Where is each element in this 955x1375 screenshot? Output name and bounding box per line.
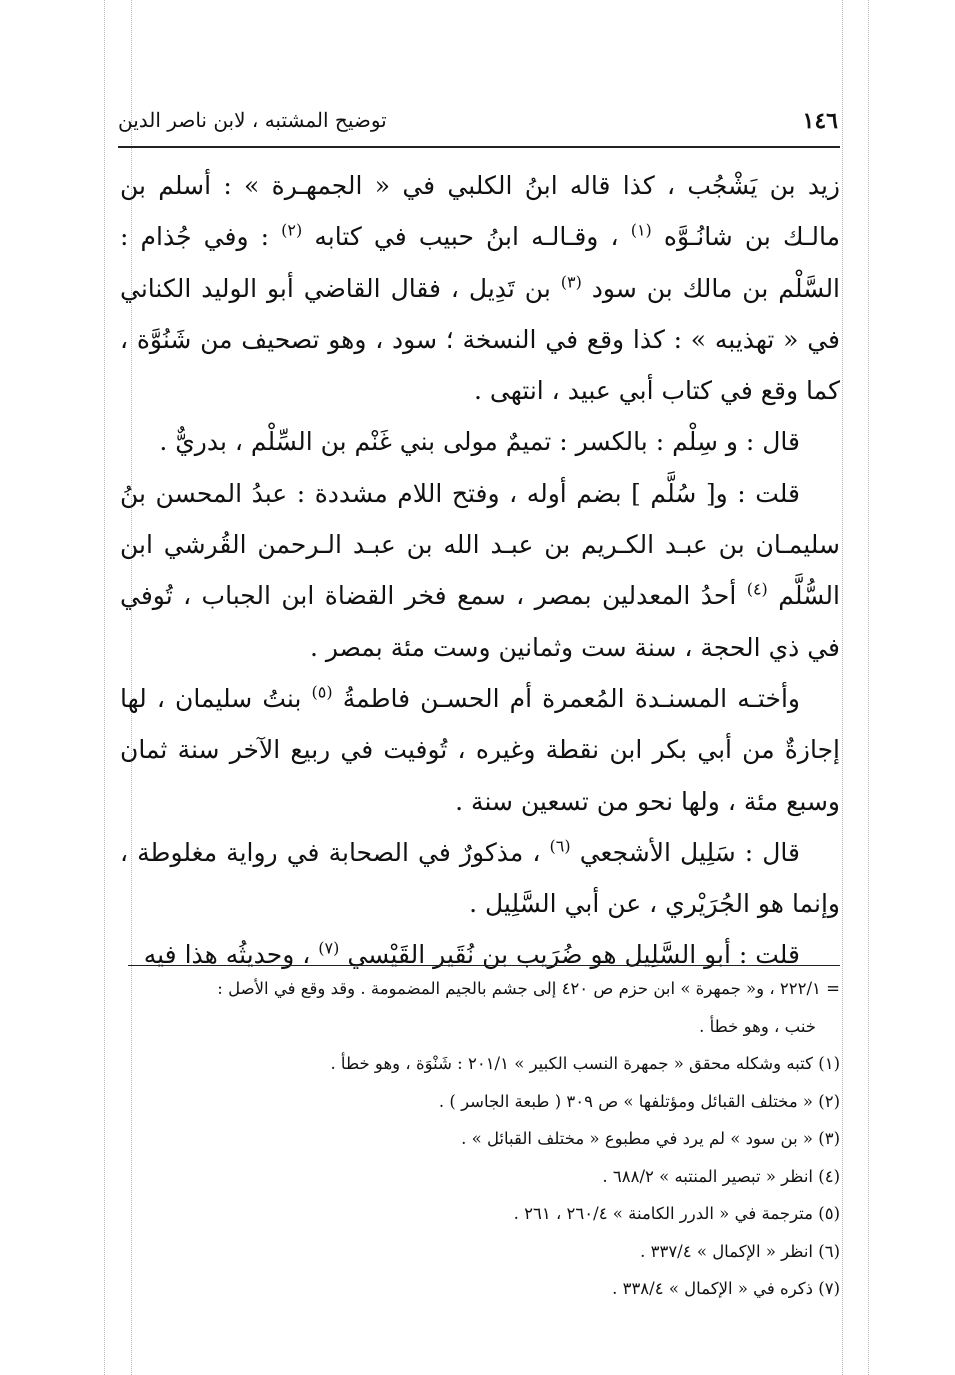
scan-guide-line xyxy=(868,0,869,1375)
footnote-item: (٥) مترجمة في « الدرر الكامنة » ٢٦٠/٤ ، ٢٦١ . xyxy=(513,1204,840,1223)
running-title: توضيح المشتبه ، لابن ناصر الدين xyxy=(118,108,387,132)
footnote-rule xyxy=(128,965,840,966)
footnote-item: = ٢٢٢/١ ، و« جمهرة » ابن حزم ص ٤٢٠ إلى جشم بالجيم المضمومة . وقد وقع في الأصل : xyxy=(217,979,840,998)
footnote-marker: (٣) xyxy=(560,272,582,292)
footnote-item: (٦) انظر « الإكمال » ٣٣٧/٤ . xyxy=(640,1241,840,1261)
footnotes xyxy=(128,970,840,1308)
scan-guide-line xyxy=(104,0,105,1375)
main-text xyxy=(120,160,840,981)
body-paragraph xyxy=(120,673,840,827)
body-paragraph xyxy=(120,160,840,416)
paragraph-text: ، وحديثُه هذا فيه xyxy=(143,940,319,970)
footnote-marker: (٦) xyxy=(549,836,571,856)
paragraph-text: وأختـه المسنـدة المُعمرة أم الحسـن فاطمةُ xyxy=(332,683,800,713)
page-number: ١٤٦ xyxy=(802,108,838,134)
footnote-marker: (٤) xyxy=(746,580,768,600)
header-rule xyxy=(118,146,840,148)
paragraph-text: قال : سَلِيل الأشجعي xyxy=(570,837,800,867)
body-paragraph xyxy=(120,468,840,673)
body-paragraph xyxy=(120,416,840,467)
footnote-item: (٧) ذكره في « الإكمال » ٣٣٨/٤ . xyxy=(612,1279,840,1298)
paragraph-text: قلت : أبو السَّلِيل هو ضُرَيب بن نُقَير القَيْسي xyxy=(339,940,800,970)
paragraph-text: زيد بن يَشْجُب ، كذا قاله ابنُ الكلبي في « الجمهـرة » : أسلم بن مالـك بن شانُـوَّه xyxy=(120,171,840,252)
paragraph-text: ، وقـالـه ابنُ حبيب في كتابه xyxy=(302,222,631,252)
page-header xyxy=(118,92,838,140)
paragraph-text: أحدُ المعدلين بمصر ، سمع فخر القضاة ابن الجباب ، تُوفي في ذي الحجة ، سنة ست وثمانين وست مئة بمصر . xyxy=(120,581,840,662)
footnote-item: (١) كتبه وشكله محقق « جمهرة النسب الكبير » ٢٠١/١ : شَنْوَة ، وهو خطأ . xyxy=(330,1054,840,1073)
footnote-marker: (٥) xyxy=(311,682,333,702)
paragraph-text: : وفي جُذام : السَّلْم بن مالك بن سود xyxy=(120,222,841,303)
footnote-marker: (٧) xyxy=(318,939,340,959)
footnote-item: (٤) انظر « تبصير المنتبه » ٦٨٨/٢ . xyxy=(602,1166,840,1186)
paragraph-text: قلت : و[ سُلَّم ] بضم أوله ، وفتح اللام مشددة : عبدُ المحسن بنُ سليمـان بن عبـد الكـريم بن عبـد الله بن عبـد الـرحمن القُرشي ابن السُّلَّم xyxy=(120,478,840,611)
footnote-item: خنب ، وهو خطأ . xyxy=(699,1016,816,1036)
paragraph-text: قال : و سِلْم : بالكسر : تميمٌ مولى بني غَنْم بن السِّلْم ، بدريٌّ . xyxy=(159,427,800,457)
footnote-marker: (٢) xyxy=(281,220,303,240)
body-paragraph xyxy=(120,827,840,930)
footnote-item: (٢) « مختلف القبائل ومؤتلفها » ص ٣٠٩ ( طبعة الجاسر ) . xyxy=(438,1091,840,1111)
paragraph-text: بن تَدِيل ، فقال القاضي أبو الوليد الكناني في « تهذيبه » : كذا وقع في النسخة ؛ سود ، وهو تصحيف من شَنُوَّة ، كما وقع في كتاب أبي عبيد ، انتهى . xyxy=(120,273,840,406)
footnote-item: (٣) « بن سود » لم يرد في مطبوع « مختلف القبائل » . xyxy=(461,1129,840,1148)
paragraph-text: بنتُ سليمان ، لها إجازةٌ من أبي بكر ابن نقطة وغيره ، تُوفيت في ربيع الآخر سنة ثمان وسبع مئة ، ولها نحو من تسعين سنة . xyxy=(120,683,840,816)
paragraph-text: ، مذكورٌ في الصحابة في رواية مغلوطة ، وإنما هو الجُرَيْري ، عن أبي السَّلِيل . xyxy=(120,837,840,919)
scan-guide-line xyxy=(842,0,843,1375)
footnote-marker: (١) xyxy=(630,220,652,240)
